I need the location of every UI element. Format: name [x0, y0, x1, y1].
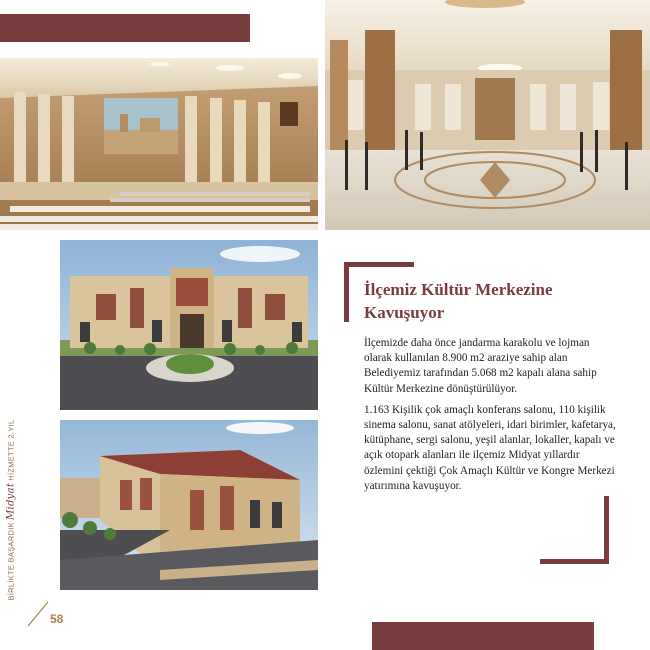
top-left-accent-bar: [0, 14, 250, 42]
article-body: [364, 336, 616, 500]
article-title: İlçemiz Kültür Merkezine Kavuşuyor: [364, 280, 553, 322]
article-paragraph: İlçemizde daha önce jandarma karakolu ve lojman olarak kullanılan 8.900 m2 araziye sahip alan Belediyemiz tarafından 5.068 m2 kapalı alana sahip Kültür Merkezine dönüştürülüyor.: [364, 337, 597, 395]
page-number-slash: [26, 598, 52, 628]
slogan-part-1: BİRLİKTE BAŞARDIK: [6, 522, 16, 601]
auditorium-photo: [0, 58, 318, 230]
text-frame-horizontal: [540, 559, 609, 564]
article-paragraph: 1.163 Kişilik çok amaçlı konferans salonu, 110 kişilik sinema salonu, sanat atölyeleri, idari birimler, kafetarya, kütüphane, sergi salonu, yeşil alanlar, lokaller, kapalı ve açık otopark alanları ile ilçemiz Midyat yıllardır özlemini çektiği Çok Amaçlı Kültür ve Kongre Merkezi yatırımına kavuşuyor.: [364, 403, 616, 492]
foyer-photo: [325, 0, 650, 230]
sidebar-slogan: [6, 419, 17, 600]
bottom-right-accent-bar: [372, 622, 594, 650]
building-front-photo: [60, 240, 318, 410]
slogan-part-2: HİZMETTE 2.YIL: [6, 419, 16, 481]
slogan-script: Midyat: [5, 482, 17, 521]
page-number: 58: [50, 612, 64, 626]
title-frame-horizontal: [344, 262, 414, 267]
title-frame-vertical: [344, 262, 349, 322]
sidebar: [0, 0, 22, 650]
text-frame-vertical: [604, 496, 609, 564]
building-side-photo: [60, 420, 318, 590]
